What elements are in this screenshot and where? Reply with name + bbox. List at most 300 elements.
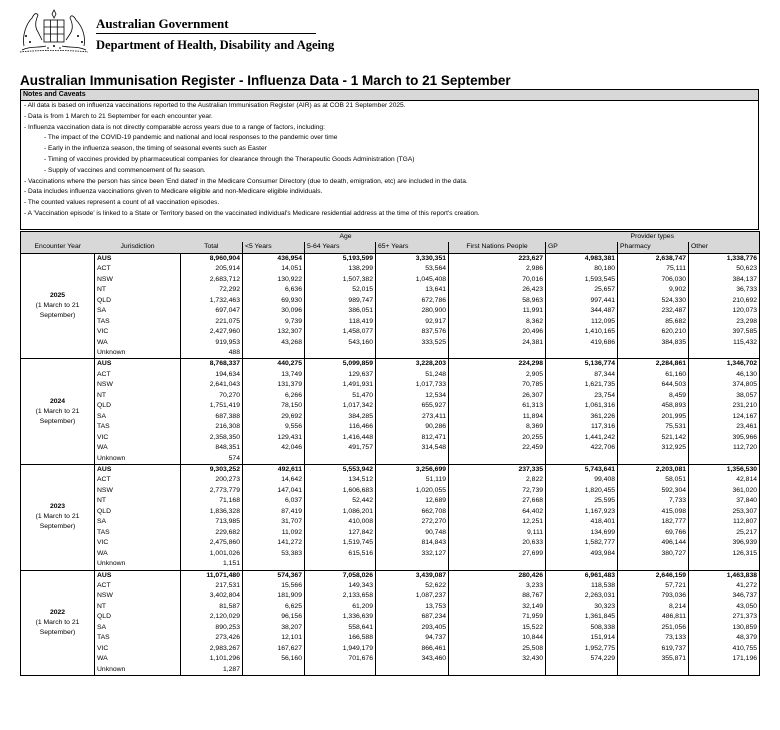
under-5-cell: 14,051 bbox=[243, 264, 305, 274]
under-5-cell: 436,954 bbox=[243, 253, 305, 264]
age-65-plus-cell: 687,234 bbox=[376, 612, 449, 622]
under-5-cell: 131,379 bbox=[243, 380, 305, 390]
first-nations-cell: 11,894 bbox=[449, 412, 546, 422]
age-5-64-cell: 2,133,658 bbox=[305, 591, 376, 601]
table-row bbox=[21, 602, 760, 612]
age-5-64-cell: 116,466 bbox=[305, 422, 376, 432]
age-65-plus-cell: 12,534 bbox=[376, 391, 449, 401]
age-65-plus-cell: 332,127 bbox=[376, 549, 449, 559]
table-row bbox=[21, 612, 760, 622]
under-5-cell: 38,207 bbox=[243, 623, 305, 633]
table-row bbox=[21, 443, 760, 453]
other-cell: 46,130 bbox=[689, 370, 760, 380]
age-5-64-cell: 5,553,942 bbox=[305, 464, 376, 475]
jurisdiction-cell: NSW bbox=[95, 275, 181, 285]
age-65-plus-cell bbox=[376, 559, 449, 570]
gp-cell: 344,487 bbox=[546, 306, 618, 316]
age-65-plus-cell: 12,689 bbox=[376, 496, 449, 506]
age-65-plus-cell: 13,641 bbox=[376, 285, 449, 295]
first-nations-cell: 24,381 bbox=[449, 338, 546, 348]
col-5-64: 5-64 Years bbox=[305, 242, 376, 253]
total-cell: 1,751,419 bbox=[181, 401, 243, 411]
pharmacy-cell: 496,144 bbox=[618, 538, 689, 548]
pharmacy-cell: 592,304 bbox=[618, 486, 689, 496]
gp-cell: 997,441 bbox=[546, 296, 618, 306]
pharmacy-cell: 458,893 bbox=[618, 401, 689, 411]
table-row bbox=[21, 296, 760, 306]
age-65-plus-cell: 866,461 bbox=[376, 644, 449, 654]
pharmacy-cell: 75,111 bbox=[618, 264, 689, 274]
pharmacy-cell: 793,036 bbox=[618, 591, 689, 601]
col-first-nations: First Nations People bbox=[449, 242, 546, 253]
report-title: Australian Immunisation Register - Influenza Data - 1 March to 21 September bbox=[20, 73, 511, 88]
first-nations-cell: 25,508 bbox=[449, 644, 546, 654]
pharmacy-cell bbox=[618, 454, 689, 465]
under-5-cell: 9,739 bbox=[243, 317, 305, 327]
other-cell: 112,807 bbox=[689, 517, 760, 527]
under-5-cell: 53,383 bbox=[243, 549, 305, 559]
encounter-year: 2024 bbox=[49, 397, 66, 405]
first-nations-cell bbox=[449, 665, 546, 676]
pharmacy-cell: 521,142 bbox=[618, 433, 689, 443]
gp-cell bbox=[546, 454, 618, 465]
total-cell: 3,402,804 bbox=[181, 591, 243, 601]
age-5-64-cell bbox=[305, 348, 376, 359]
table-row bbox=[21, 570, 760, 581]
pharmacy-cell: 619,737 bbox=[618, 644, 689, 654]
first-nations-cell: 223,627 bbox=[449, 253, 546, 264]
col-gp: GP bbox=[546, 242, 618, 253]
total-cell: 697,047 bbox=[181, 306, 243, 316]
table-row bbox=[21, 370, 760, 380]
age-5-64-cell: 118,419 bbox=[305, 317, 376, 327]
age-65-plus-cell: 13,753 bbox=[376, 602, 449, 612]
col-jurisdiction: Jurisdiction bbox=[95, 242, 181, 253]
note-line: - Timing of vaccines provided by pharmaceutical companies for clearance through the Therapeutic Goods Administration (TGA) bbox=[44, 155, 415, 163]
age-65-plus-cell: 3,228,203 bbox=[376, 359, 449, 370]
total-cell: 1,836,328 bbox=[181, 507, 243, 517]
gp-cell: 1,582,777 bbox=[546, 538, 618, 548]
first-nations-cell: 70,785 bbox=[449, 380, 546, 390]
gp-cell: 118,538 bbox=[546, 581, 618, 591]
total-cell: 221,075 bbox=[181, 317, 243, 327]
total-cell: 216,308 bbox=[181, 422, 243, 432]
first-nations-cell: 280,426 bbox=[449, 570, 546, 581]
first-nations-cell: 15,522 bbox=[449, 623, 546, 633]
other-cell: 130,859 bbox=[689, 623, 760, 633]
note-line: - Influenza vaccination data is not directly comparable across years due to a range of factors, including: bbox=[24, 123, 325, 131]
first-nations-cell: 72,739 bbox=[449, 486, 546, 496]
first-nations-cell bbox=[449, 454, 546, 465]
jurisdiction-cell: VIC bbox=[95, 433, 181, 443]
other-cell: 346,737 bbox=[689, 591, 760, 601]
gp-cell: 418,401 bbox=[546, 517, 618, 527]
note-line: - The counted values represent a count of all vaccination episodes. bbox=[24, 199, 220, 207]
gp-cell: 1,441,242 bbox=[546, 433, 618, 443]
influenza-data-table bbox=[20, 231, 760, 676]
pharmacy-cell bbox=[618, 348, 689, 359]
age-5-64-cell: 138,299 bbox=[305, 264, 376, 274]
other-cell: 25,217 bbox=[689, 528, 760, 538]
table-row bbox=[21, 327, 760, 337]
first-nations-cell: 27,668 bbox=[449, 496, 546, 506]
table-row bbox=[21, 665, 760, 676]
other-cell: 124,167 bbox=[689, 412, 760, 422]
note-line: - The impact of the COVID-19 pandemic and national and local responses to the pandemic over time bbox=[44, 134, 338, 142]
age-5-64-cell: 615,516 bbox=[305, 549, 376, 559]
pharmacy-cell bbox=[618, 665, 689, 676]
pharmacy-cell: 2,638,747 bbox=[618, 253, 689, 264]
gp-cell: 6,961,483 bbox=[546, 570, 618, 581]
table-row bbox=[21, 633, 760, 643]
coat-of-arms-icon bbox=[16, 6, 92, 56]
table-row bbox=[21, 475, 760, 485]
total-cell: 2,475,860 bbox=[181, 538, 243, 548]
col-65-plus: 65+ Years bbox=[376, 242, 449, 253]
age-5-64-cell: 558,641 bbox=[305, 623, 376, 633]
first-nations-cell: 61,313 bbox=[449, 401, 546, 411]
age-65-plus-cell: 3,330,351 bbox=[376, 253, 449, 264]
jurisdiction-cell: SA bbox=[95, 412, 181, 422]
table-row bbox=[21, 623, 760, 633]
under-5-cell: 440,275 bbox=[243, 359, 305, 370]
other-cell: 410,755 bbox=[689, 644, 760, 654]
other-cell: 231,210 bbox=[689, 401, 760, 411]
first-nations-cell: 11,991 bbox=[449, 306, 546, 316]
notes-panel bbox=[20, 89, 759, 230]
first-nations-cell: 8,362 bbox=[449, 317, 546, 327]
col-pharmacy: Pharmacy bbox=[618, 242, 689, 253]
note-line: - Data is from 1 March to 21 September for each encounter year. bbox=[24, 112, 213, 120]
table-row bbox=[21, 538, 760, 548]
under-5-cell: 6,037 bbox=[243, 496, 305, 506]
jurisdiction-cell: Unknown bbox=[95, 454, 181, 465]
jurisdiction-cell: NT bbox=[95, 496, 181, 506]
gp-cell: 508,338 bbox=[546, 623, 618, 633]
gp-cell: 1,621,735 bbox=[546, 380, 618, 390]
under-5-cell: 9,556 bbox=[243, 422, 305, 432]
provider-group-header: Provider types bbox=[546, 232, 760, 243]
other-cell: 126,315 bbox=[689, 549, 760, 559]
under-5-cell: 6,636 bbox=[243, 285, 305, 295]
first-nations-cell bbox=[449, 559, 546, 570]
age-5-64-cell: 127,842 bbox=[305, 528, 376, 538]
under-5-cell: 96,156 bbox=[243, 612, 305, 622]
jurisdiction-cell: WA bbox=[95, 549, 181, 559]
gp-cell: 1,061,316 bbox=[546, 401, 618, 411]
pharmacy-cell: 706,030 bbox=[618, 275, 689, 285]
age-65-plus-cell: 51,119 bbox=[376, 475, 449, 485]
pharmacy-cell: 415,098 bbox=[618, 507, 689, 517]
note-line: - All data is based on influenza vaccinations reported to the Australian Immunisation Register (AIR) as at COB 21 September 2025. bbox=[24, 102, 406, 109]
gp-cell: 1,593,545 bbox=[546, 275, 618, 285]
age-65-plus-cell: 3,439,087 bbox=[376, 570, 449, 581]
page-header bbox=[0, 0, 780, 62]
jurisdiction-cell: NT bbox=[95, 602, 181, 612]
notes-list bbox=[21, 101, 758, 220]
under-5-cell: 6,625 bbox=[243, 602, 305, 612]
pharmacy-cell: 251,056 bbox=[618, 623, 689, 633]
total-cell: 217,531 bbox=[181, 581, 243, 591]
age-5-64-cell: 491,757 bbox=[305, 443, 376, 453]
age-65-plus-cell: 51,248 bbox=[376, 370, 449, 380]
gp-cell: 99,408 bbox=[546, 475, 618, 485]
under-5-cell bbox=[243, 348, 305, 359]
age-group-header: Age bbox=[243, 232, 449, 243]
other-cell: 38,057 bbox=[689, 391, 760, 401]
under-5-cell: 15,566 bbox=[243, 581, 305, 591]
total-cell: 1,151 bbox=[181, 559, 243, 570]
jurisdiction-cell: WA bbox=[95, 338, 181, 348]
first-nations-cell: 88,767 bbox=[449, 591, 546, 601]
age-5-64-cell: 134,512 bbox=[305, 475, 376, 485]
under-5-cell: 56,160 bbox=[243, 654, 305, 664]
gp-cell: 1,361,845 bbox=[546, 612, 618, 622]
pharmacy-cell: 8,459 bbox=[618, 391, 689, 401]
under-5-cell: 87,419 bbox=[243, 507, 305, 517]
age-5-64-cell: 166,588 bbox=[305, 633, 376, 643]
jurisdiction-cell: QLD bbox=[95, 507, 181, 517]
first-nations-cell: 26,423 bbox=[449, 285, 546, 295]
encounter-range: (1 March to 21 September) bbox=[35, 513, 80, 531]
pharmacy-cell: 2,284,861 bbox=[618, 359, 689, 370]
table-row bbox=[21, 559, 760, 570]
total-cell: 72,292 bbox=[181, 285, 243, 295]
pharmacy-cell: 61,160 bbox=[618, 370, 689, 380]
gp-cell: 493,984 bbox=[546, 549, 618, 559]
table-row bbox=[21, 422, 760, 432]
encounter-range: (1 March to 21 September) bbox=[35, 407, 80, 425]
first-nations-cell: 20,255 bbox=[449, 433, 546, 443]
other-cell: 1,338,776 bbox=[689, 253, 760, 264]
other-cell bbox=[689, 559, 760, 570]
gp-cell: 361,226 bbox=[546, 412, 618, 422]
total-cell: 2,358,350 bbox=[181, 433, 243, 443]
encounter-year: 2022 bbox=[49, 608, 66, 616]
encounter-range: (1 March to 21 September) bbox=[35, 618, 80, 636]
table-row bbox=[21, 549, 760, 559]
other-cell: 48,379 bbox=[689, 633, 760, 643]
header-divider bbox=[96, 33, 316, 34]
jurisdiction-cell: Unknown bbox=[95, 348, 181, 359]
first-nations-cell: 9,111 bbox=[449, 528, 546, 538]
gp-cell: 419,686 bbox=[546, 338, 618, 348]
gp-cell: 25,657 bbox=[546, 285, 618, 295]
first-nations-cell: 27,699 bbox=[449, 549, 546, 559]
age-5-64-cell bbox=[305, 454, 376, 465]
pharmacy-cell: 2,646,159 bbox=[618, 570, 689, 581]
pharmacy-cell: 58,051 bbox=[618, 475, 689, 485]
first-nations-cell: 58,963 bbox=[449, 296, 546, 306]
note-line: - Vaccinations where the person has since been 'End dated' in the Medicare Consumer Directory (due to death, emigration, etc) are included in the data. bbox=[24, 177, 468, 185]
gp-cell: 25,595 bbox=[546, 496, 618, 506]
gp-cell: 1,167,923 bbox=[546, 507, 618, 517]
header-group-row bbox=[21, 232, 760, 243]
age-5-64-cell: 1,507,382 bbox=[305, 275, 376, 285]
jurisdiction-cell: AUS bbox=[95, 253, 181, 264]
other-cell bbox=[689, 454, 760, 465]
total-cell: 9,303,252 bbox=[181, 464, 243, 475]
under-5-cell bbox=[243, 665, 305, 676]
jurisdiction-cell: NSW bbox=[95, 380, 181, 390]
other-cell: 115,432 bbox=[689, 338, 760, 348]
gp-cell: 30,323 bbox=[546, 602, 618, 612]
age-65-plus-cell: 812,471 bbox=[376, 433, 449, 443]
age-65-plus-cell: 272,270 bbox=[376, 517, 449, 527]
under-5-cell: 43,268 bbox=[243, 338, 305, 348]
age-5-64-cell: 1,336,639 bbox=[305, 612, 376, 622]
age-65-plus-cell: 92,917 bbox=[376, 317, 449, 327]
jurisdiction-cell: SA bbox=[95, 306, 181, 316]
first-nations-cell: 2,986 bbox=[449, 264, 546, 274]
table-row bbox=[21, 275, 760, 285]
total-cell: 8,768,337 bbox=[181, 359, 243, 370]
gp-cell: 574,229 bbox=[546, 654, 618, 664]
jurisdiction-cell: VIC bbox=[95, 644, 181, 654]
total-cell: 2,983,267 bbox=[181, 644, 243, 654]
age-5-64-cell: 1,086,201 bbox=[305, 507, 376, 517]
under-5-cell: 492,611 bbox=[243, 464, 305, 475]
pharmacy-cell: 75,531 bbox=[618, 422, 689, 432]
age-5-64-cell: 52,442 bbox=[305, 496, 376, 506]
gp-cell: 2,263,031 bbox=[546, 591, 618, 601]
age-5-64-cell: 7,058,026 bbox=[305, 570, 376, 581]
age-5-64-cell bbox=[305, 559, 376, 570]
other-cell: 120,073 bbox=[689, 306, 760, 316]
age-65-plus-cell: 837,576 bbox=[376, 327, 449, 337]
age-65-plus-cell bbox=[376, 454, 449, 465]
pharmacy-cell: 9,902 bbox=[618, 285, 689, 295]
total-cell: 11,071,480 bbox=[181, 570, 243, 581]
table-row bbox=[21, 454, 760, 465]
age-5-64-cell: 410,008 bbox=[305, 517, 376, 527]
under-5-cell: 130,922 bbox=[243, 275, 305, 285]
total-cell: 70,270 bbox=[181, 391, 243, 401]
table-row bbox=[21, 591, 760, 601]
table-row bbox=[21, 464, 760, 475]
notes-heading: Notes and Caveats bbox=[21, 90, 758, 101]
jurisdiction-cell: TAS bbox=[95, 422, 181, 432]
note-line: - Supply of vaccines and commencement of flu season. bbox=[44, 166, 206, 174]
pharmacy-cell: 85,682 bbox=[618, 317, 689, 327]
other-cell bbox=[689, 348, 760, 359]
table-row bbox=[21, 317, 760, 327]
encounter-year-cell bbox=[21, 570, 95, 676]
table-row bbox=[21, 433, 760, 443]
other-cell: 210,692 bbox=[689, 296, 760, 306]
age-5-64-cell: 1,606,683 bbox=[305, 486, 376, 496]
other-cell: 253,307 bbox=[689, 507, 760, 517]
under-5-cell: 69,930 bbox=[243, 296, 305, 306]
age-5-64-cell: 5,193,599 bbox=[305, 253, 376, 264]
age-65-plus-cell bbox=[376, 665, 449, 676]
pharmacy-cell: 620,210 bbox=[618, 327, 689, 337]
col-other: Other bbox=[689, 242, 760, 253]
age-65-plus-cell: 814,843 bbox=[376, 538, 449, 548]
jurisdiction-cell: WA bbox=[95, 654, 181, 664]
first-nations-cell: 32,430 bbox=[449, 654, 546, 664]
note-line: - Early in the influenza season, the timing of seasonal events such as Easter bbox=[44, 145, 267, 153]
other-cell: 397,585 bbox=[689, 327, 760, 337]
other-cell: 171,196 bbox=[689, 654, 760, 664]
pharmacy-cell: 524,330 bbox=[618, 296, 689, 306]
gp-cell: 112,095 bbox=[546, 317, 618, 327]
age-65-plus-cell: 1,087,237 bbox=[376, 591, 449, 601]
encounter-year: 2023 bbox=[49, 503, 66, 511]
jurisdiction-cell: NSW bbox=[95, 486, 181, 496]
pharmacy-cell: 486,811 bbox=[618, 612, 689, 622]
total-cell: 713,985 bbox=[181, 517, 243, 527]
gp-cell: 80,180 bbox=[546, 264, 618, 274]
table-row bbox=[21, 338, 760, 348]
jurisdiction-cell: ACT bbox=[95, 264, 181, 274]
total-cell: 488 bbox=[181, 348, 243, 359]
jurisdiction-cell: VIC bbox=[95, 327, 181, 337]
total-cell: 1,732,463 bbox=[181, 296, 243, 306]
age-5-64-cell: 61,209 bbox=[305, 602, 376, 612]
jurisdiction-cell: SA bbox=[95, 517, 181, 527]
age-5-64-cell: 1,949,179 bbox=[305, 644, 376, 654]
table-row bbox=[21, 507, 760, 517]
under-5-cell: 30,096 bbox=[243, 306, 305, 316]
other-cell: 395,966 bbox=[689, 433, 760, 443]
table-row bbox=[21, 380, 760, 390]
age-5-64-cell: 989,747 bbox=[305, 296, 376, 306]
pharmacy-cell: 312,925 bbox=[618, 443, 689, 453]
total-cell: 574 bbox=[181, 454, 243, 465]
table-row bbox=[21, 517, 760, 527]
gp-cell: 4,983,381 bbox=[546, 253, 618, 264]
other-cell: 1,346,702 bbox=[689, 359, 760, 370]
age-5-64-cell: 1,491,931 bbox=[305, 380, 376, 390]
age-65-plus-cell: 333,525 bbox=[376, 338, 449, 348]
note-line: - A 'Vaccination episode' is linked to a State or Territory based on the vaccinated individual's Medicare residential address at the time of this report's creation. bbox=[24, 209, 480, 217]
jurisdiction-cell: TAS bbox=[95, 317, 181, 327]
gp-cell: 117,316 bbox=[546, 422, 618, 432]
other-cell: 43,050 bbox=[689, 602, 760, 612]
column-header-row bbox=[21, 242, 760, 253]
first-nations-cell: 71,959 bbox=[449, 612, 546, 622]
jurisdiction-cell: ACT bbox=[95, 581, 181, 591]
total-cell: 2,120,029 bbox=[181, 612, 243, 622]
other-cell: 112,720 bbox=[689, 443, 760, 453]
first-nations-cell: 8,369 bbox=[449, 422, 546, 432]
gp-cell bbox=[546, 348, 618, 359]
table-row bbox=[21, 528, 760, 538]
jurisdiction-cell: TAS bbox=[95, 633, 181, 643]
pharmacy-cell: 57,721 bbox=[618, 581, 689, 591]
total-cell: 8,960,904 bbox=[181, 253, 243, 264]
other-cell bbox=[689, 665, 760, 676]
jurisdiction-cell: VIC bbox=[95, 538, 181, 548]
age-65-plus-cell: 662,708 bbox=[376, 507, 449, 517]
age-65-plus-cell: 90,748 bbox=[376, 528, 449, 538]
total-cell: 2,773,779 bbox=[181, 486, 243, 496]
table-row bbox=[21, 348, 760, 359]
jurisdiction-cell: QLD bbox=[95, 296, 181, 306]
other-cell: 50,623 bbox=[689, 264, 760, 274]
jurisdiction-cell: QLD bbox=[95, 612, 181, 622]
age-65-plus-cell: 90,286 bbox=[376, 422, 449, 432]
age-65-plus-cell: 1,045,408 bbox=[376, 275, 449, 285]
age-65-plus-cell bbox=[376, 348, 449, 359]
age-65-plus-cell: 1,020,055 bbox=[376, 486, 449, 496]
table-row bbox=[21, 306, 760, 316]
other-cell: 271,373 bbox=[689, 612, 760, 622]
other-cell: 396,939 bbox=[689, 538, 760, 548]
table-row bbox=[21, 654, 760, 664]
first-nations-cell: 237,335 bbox=[449, 464, 546, 475]
